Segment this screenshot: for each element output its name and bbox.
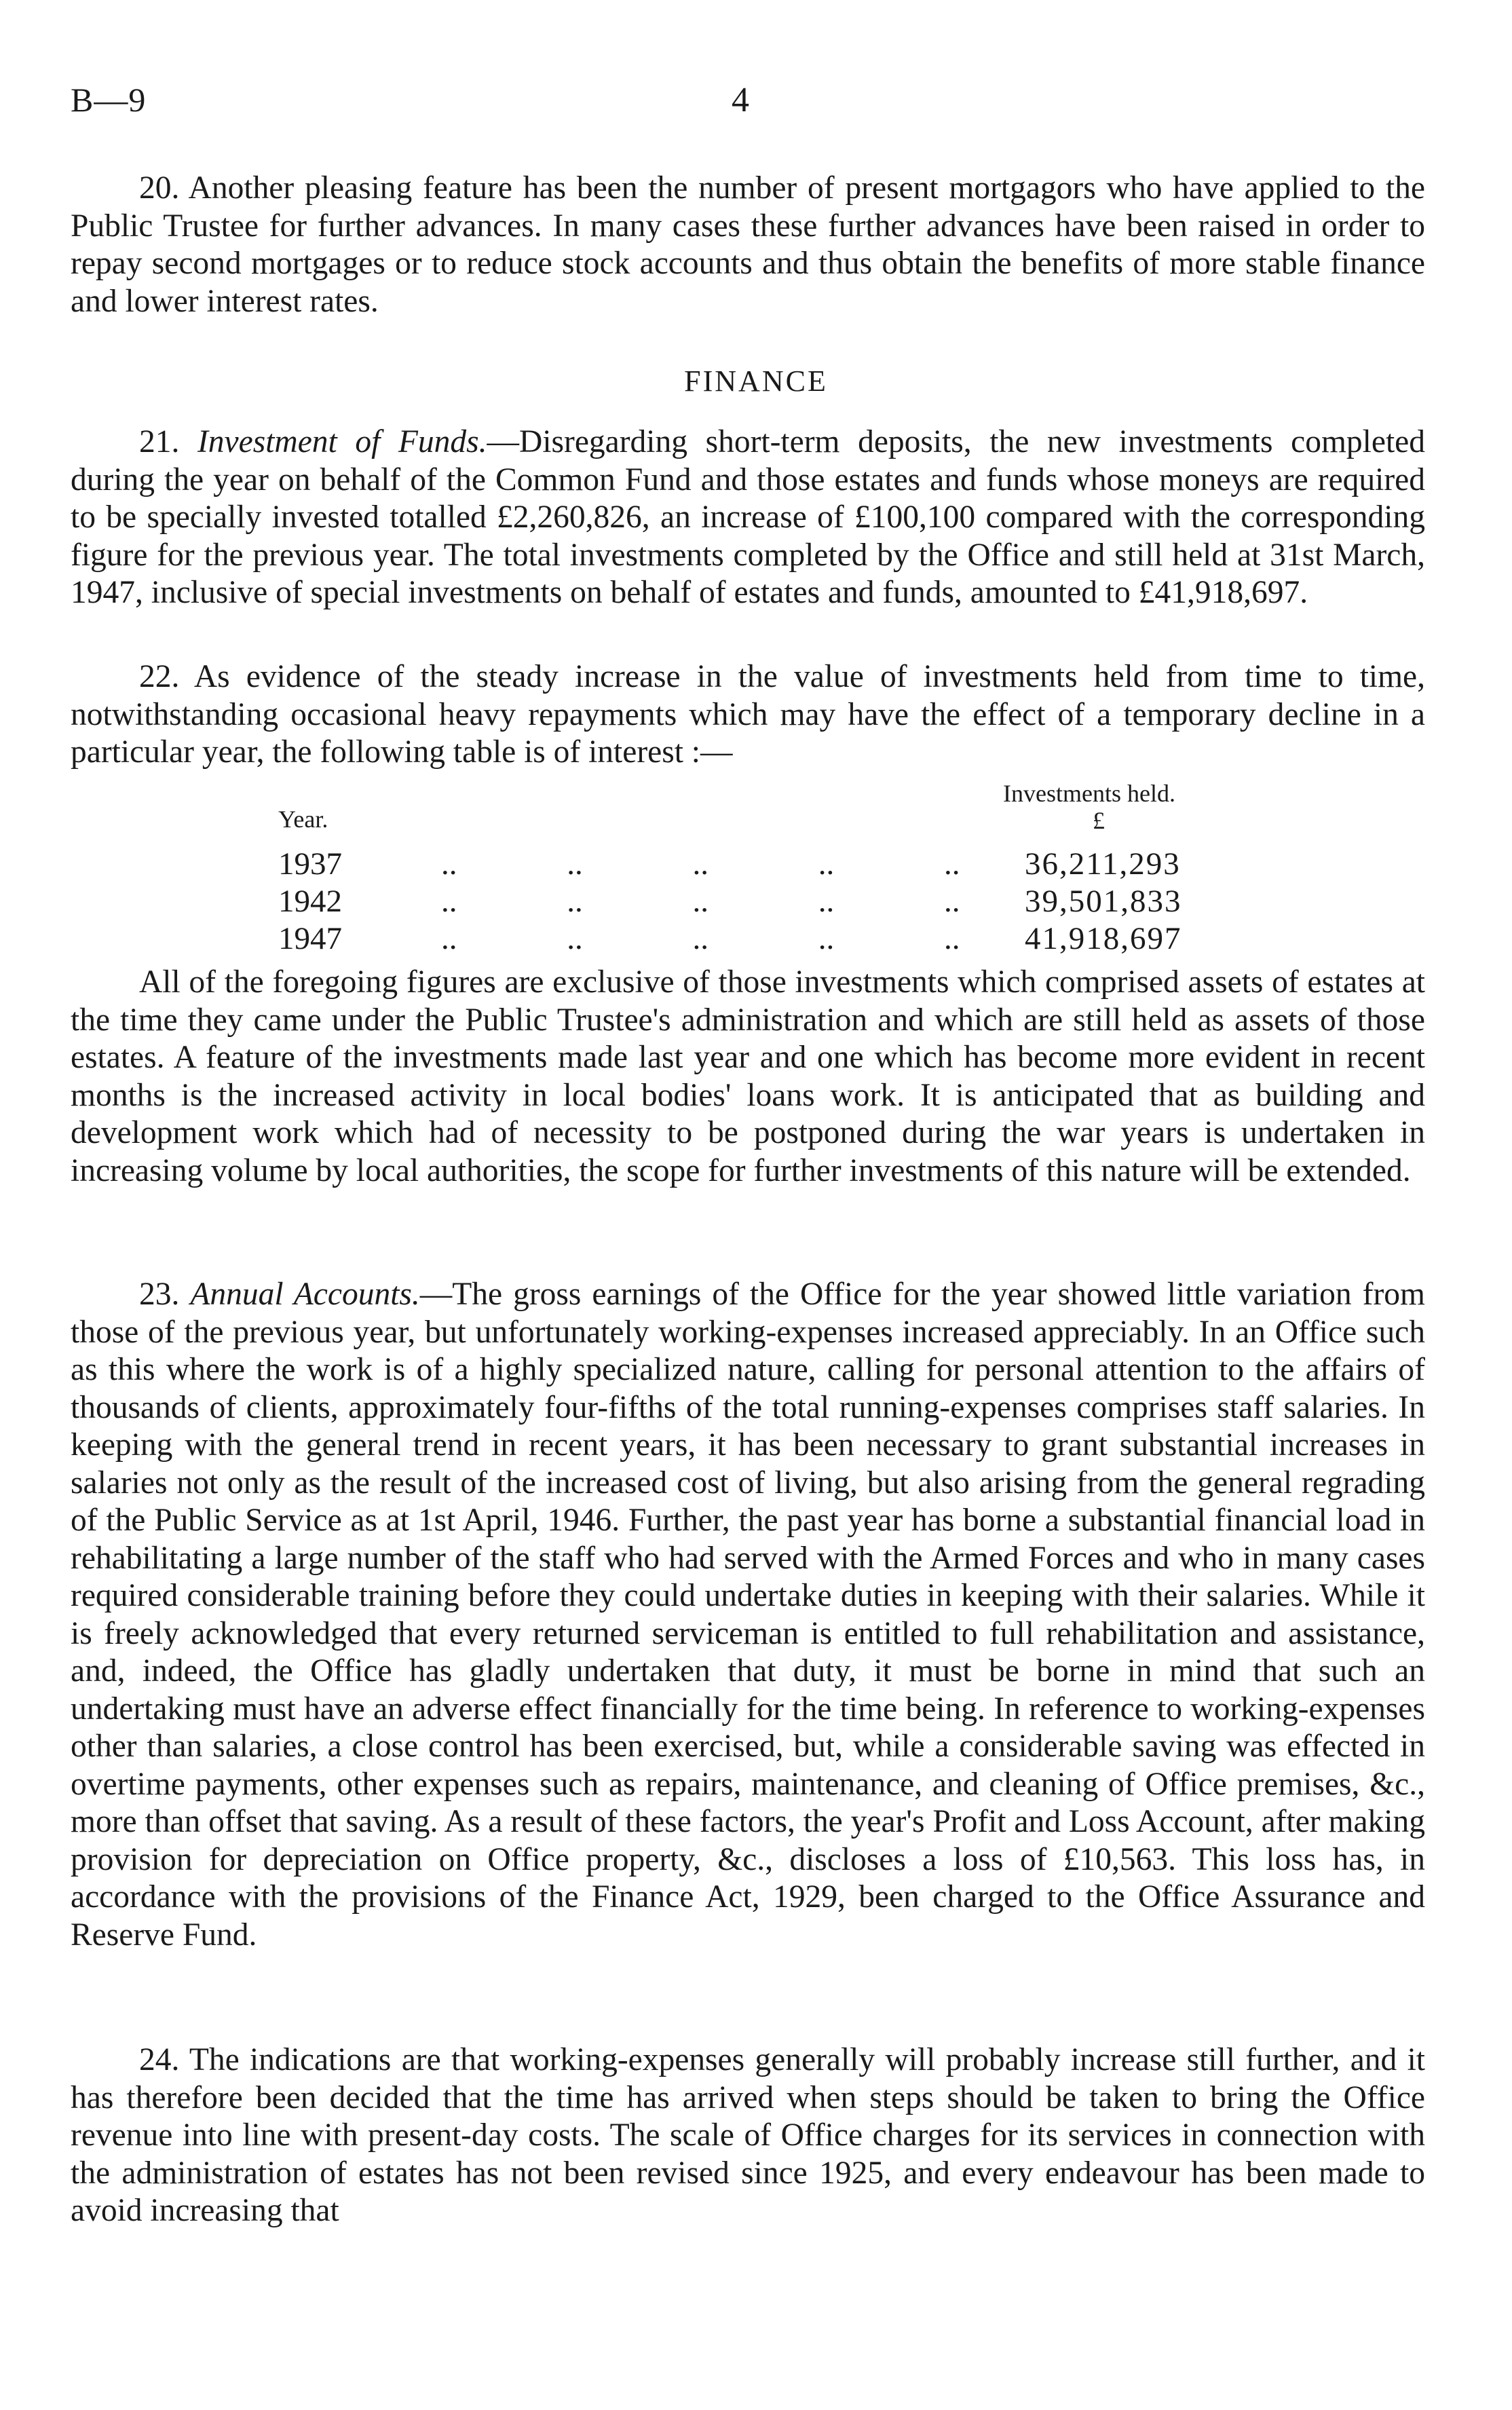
paragraph-21 (71, 423, 1425, 612)
paragraph-21-number: 21. (139, 424, 197, 459)
paragraph-24: 24. The indications are that working-expenses generally will probably increase still further, and it has therefore been decided that the time has arrived when steps should be taken to bring the Office revenue into line with present-day costs. The scale of Office charges for its services in connection with the administration of estates has not been revised since 1925, and every endeavour has been made to avoid increasing that (71, 2042, 1425, 2228)
table-row (278, 846, 1242, 883)
report-reference: B—9 (71, 81, 147, 119)
section-heading-finance: FINANCE (684, 364, 828, 398)
paragraph-21-text: —Disregarding short-term deposits, the new investments completed during the year on behalf of the Common Fund and those estates and funds whose moneys are required to be specially invested totalled £2,260,826, an increase of £100,100 compared with the corresponding figure for the previous year. The total investments completed by the Office and still held at 31st March, 1947, inclusive of special investments on behalf of estates and funds, amounted to £41,918,697. (71, 424, 1425, 610)
column-header-year: Year. (278, 806, 328, 833)
table-leaders: .. .. .. .. .. (441, 884, 960, 919)
table-row (278, 920, 1242, 958)
column-header-investments: Investments held. (1003, 780, 1175, 807)
table-cell-amount: 41,918,697 (1025, 921, 1182, 956)
table-leaders: .. .. .. .. .. (441, 846, 960, 882)
paragraph-20: 20. Another pleasing feature has been the number of present mortgagors who have applied to the Public Trustee for further advances. In many cases these further advances have been raised in order to repay second mortgages or to reduce stock accounts and thus obtain the benefits of more stable finance and lower interest rates. (71, 170, 1425, 319)
paragraph-23-number: 23. (139, 1277, 191, 1312)
table-leaders: .. .. .. .. .. (441, 921, 960, 956)
paragraph-22: 22. As evidence of the steady increase in the value of investments held from time to time, notwithstanding occasional heavy repayments which may have the effect of a temporary decline in a particular year, the following table is of interest :— (71, 659, 1425, 770)
paragraph-23 (71, 1276, 1425, 1954)
table-cell-year: 1947 (278, 921, 342, 956)
investments-table (278, 779, 1242, 956)
table-cell-year: 1942 (278, 884, 342, 919)
paragraph-23-text: —The gross earnings of the Office for the year showed little variation from those of the previous year, but unfortunately working-expenses increased appreciably. In an Office such as this where the work is of a highly specialized nature, calling for personal attention to the affairs of thousands of clients, approximately four-fifths of the total running-expenses comprises staff salaries. In keeping with the general trend in recent years, it has been necessary to grant substantial increases in salaries not only as the result of the increased cost of living, but also arising from the general regrading of the Public Service as at 1st April, 1946. Further, the past year has borne a substantial financial load in rehabilitating a large number of the staff who had served with the Armed Forces and who in many cases required considerable training before they could undertake duties in keeping with their salaries. While it is freely acknowledged that every returned serviceman is entitled to full rehabilitation and assistance, and, indeed, the Office has gladly undertaken that duty, it must be borne in mind that such an undertaking must have an adverse effect financially for the time being. In reference to working-expenses other than salaries, a close control has been exercised, but, while a considerable saving was effected in overtime payments, other expenses such as repairs, maintenance, and cleaning of Office premises, &c., more than offset that saving. As a result of these factors, the year's Profit and Loss Account, after making provision for depreciation on Office property, &c., discloses a loss of £10,563. This loss has, in accordance with the provisions of the Finance Act, 1929, been charged to the Office Assurance and Reserve Fund. (71, 1277, 1425, 1953)
table-cell-amount: 36,211,293 (1025, 846, 1181, 882)
table-cell-year: 1937 (278, 846, 342, 882)
paragraph-23-heading: Annual Accounts. (190, 1277, 420, 1312)
table-cell-amount: 39,501,833 (1025, 884, 1182, 919)
paragraph-21-heading: Investment of Funds. (197, 424, 487, 459)
paragraph-22-continued: All of the foregoing figures are exclusive of those investments which comprised assets of estates at the time they came under the Public Trustee's administration and which are still held as assets of those estates. A feature of the investments made last year and one which has become more evident in recent months is the increased activity in local bodies' loans work. It is anticipated that as building and development work which had of necessity to be postponed during the war years is undertaken in increasing volume by local authorities, the scope for further investments of this nature will be extended. (71, 964, 1425, 1188)
column-header-unit: £ (1093, 807, 1105, 834)
table-row (278, 883, 1242, 920)
page-number: 4 (732, 81, 749, 119)
